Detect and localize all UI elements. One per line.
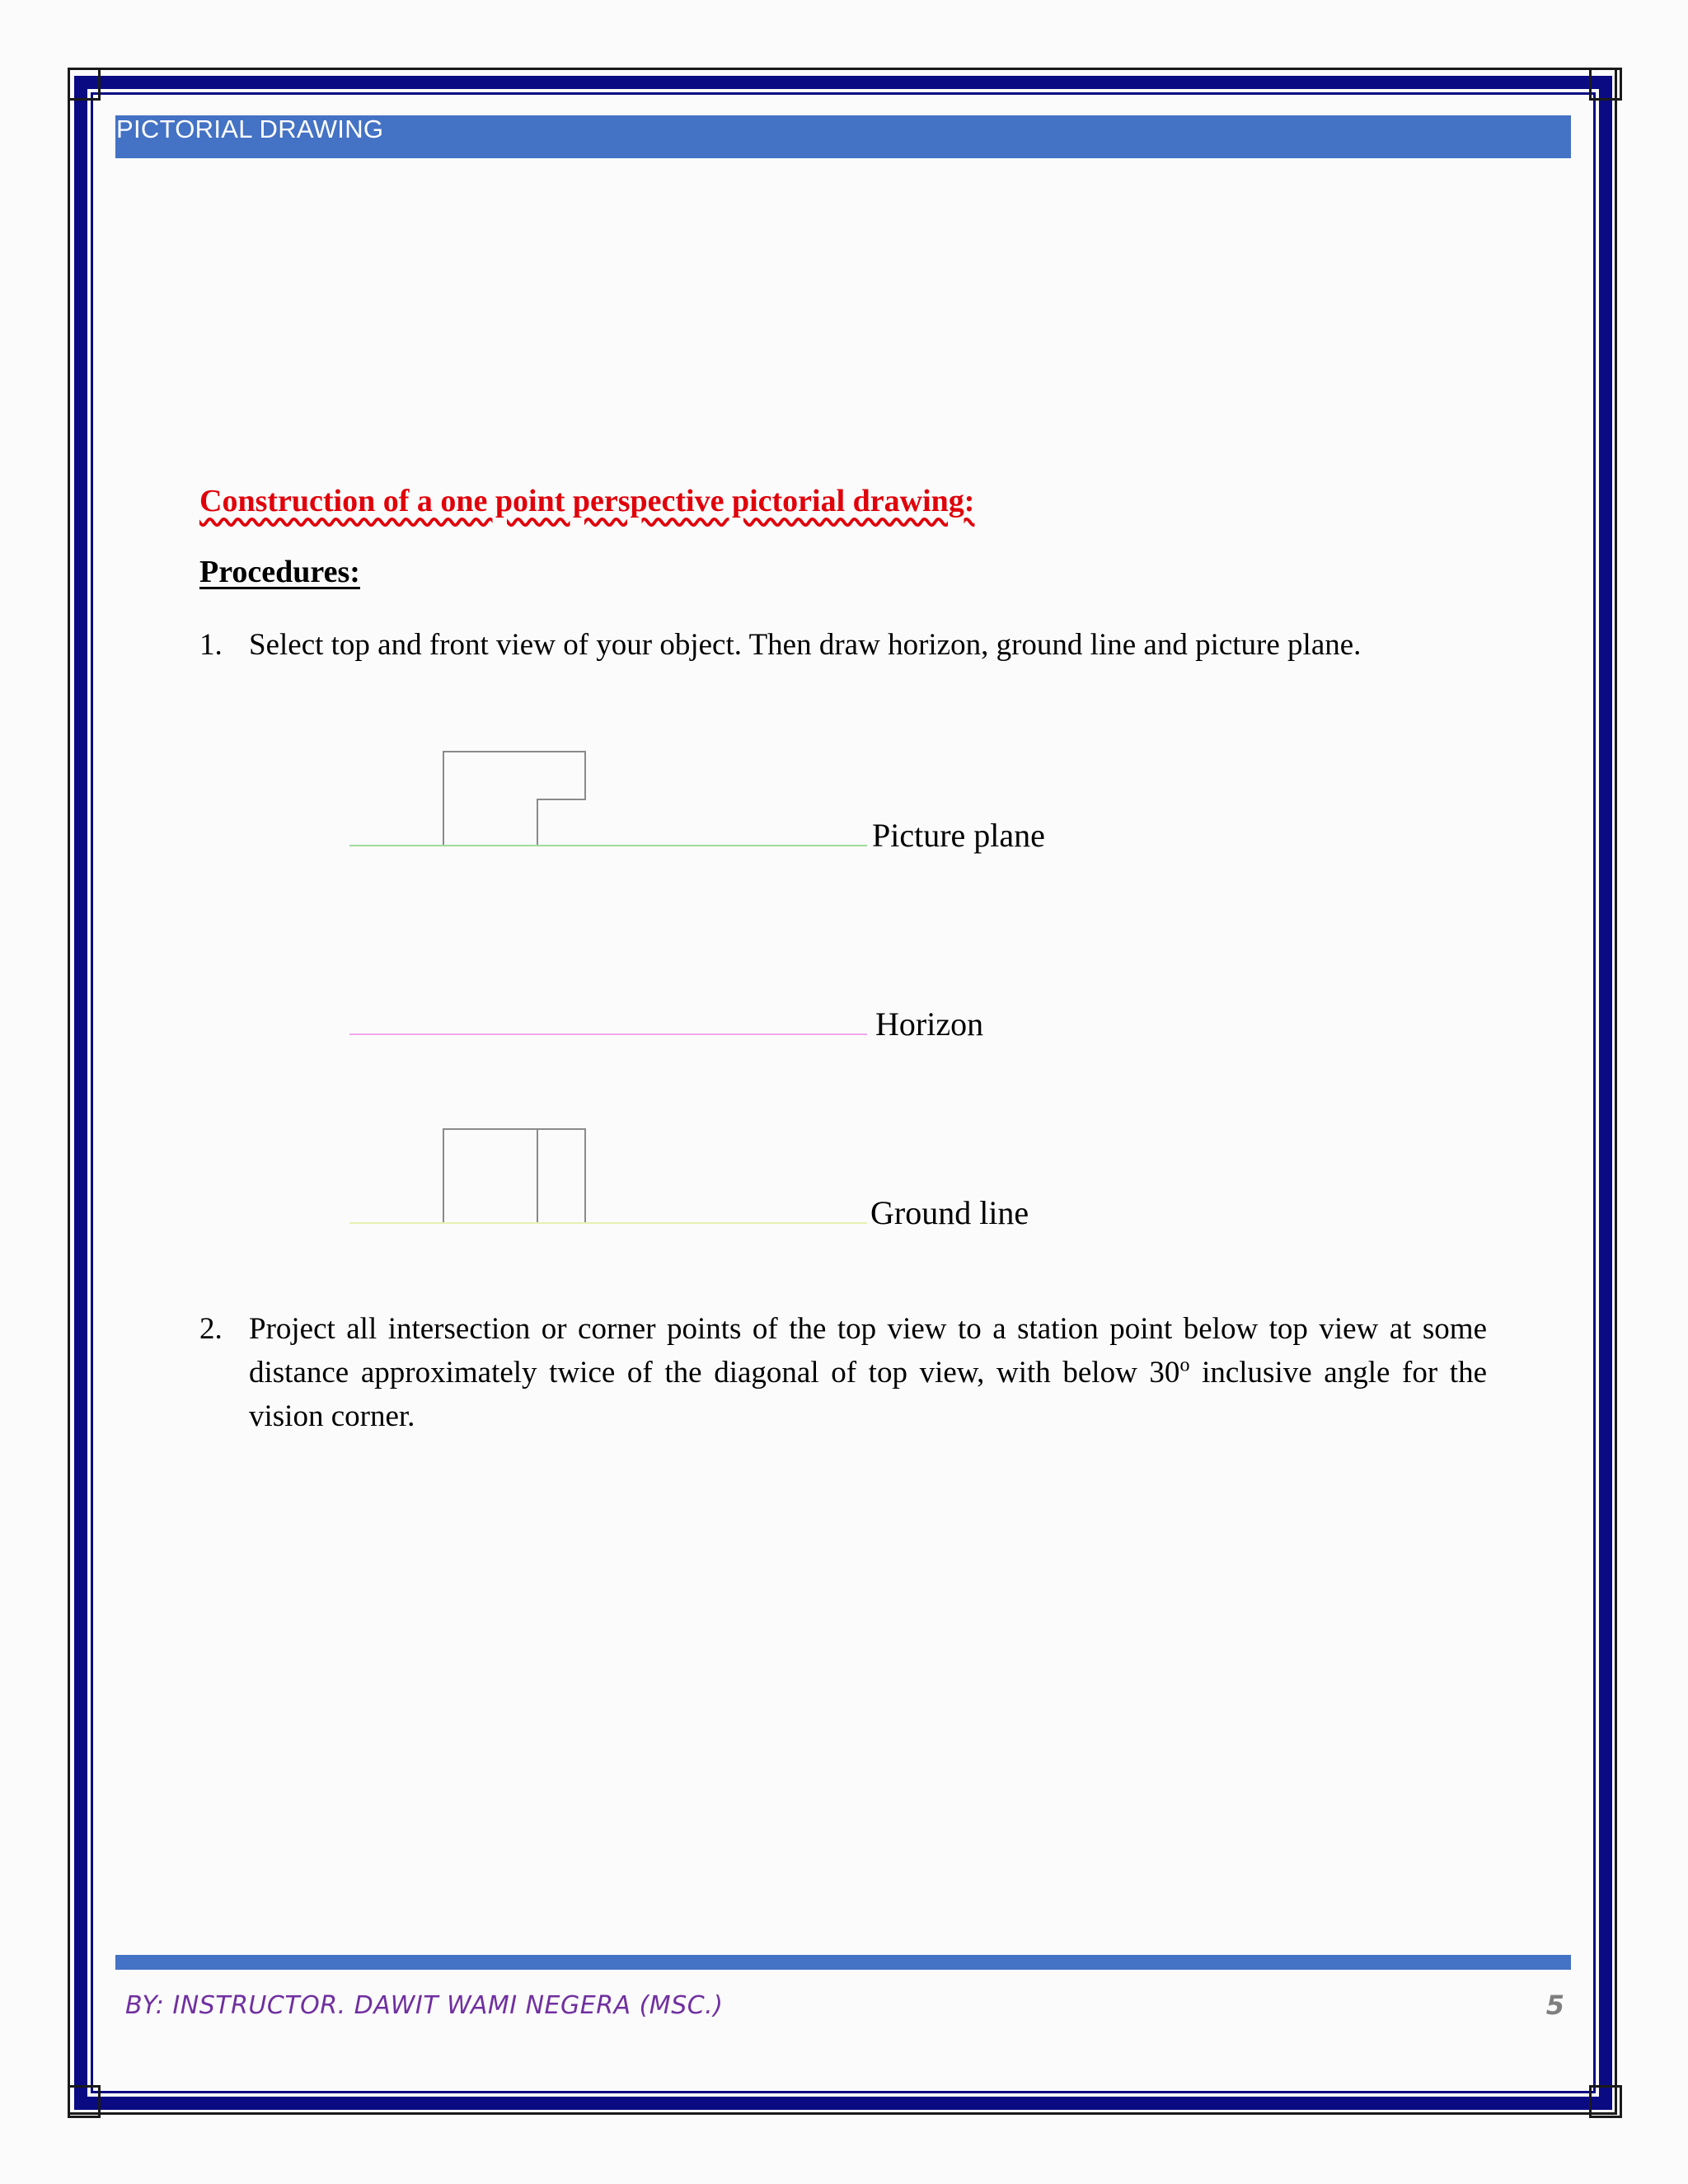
section-heading: Construction of a one point perspective pictorial drawing: (199, 484, 975, 518)
step-number: 2. (199, 1312, 223, 1346)
procedures-heading: Procedures: (199, 555, 360, 589)
header-title: PICTORIAL DRAWING (116, 115, 384, 143)
degree-superscript: o (1179, 1354, 1190, 1376)
footer-author: BY: INSTRUCTOR. DAWIT WAMI NEGERA (MSC.) (125, 1991, 724, 2020)
step-number: 1. (199, 628, 223, 662)
horizon-label: Horizon (875, 1005, 984, 1043)
ground-line-label: Ground line (870, 1194, 1029, 1231)
step-text: Select top and front view of your object. Then draw horizon, ground line and picture plane. (249, 628, 1362, 662)
front-view-shape (443, 1129, 585, 1223)
page-number: 5 (1545, 1990, 1564, 2021)
procedure-step (199, 1307, 1485, 1447)
picture-plane-label: Picture plane (872, 817, 1045, 854)
top-view-shape (443, 752, 585, 846)
footer-bar (115, 1955, 1571, 1970)
step-text: Project all intersection or corner points of the top view to a station point below top view at some distance approximately twice of the diagonal of top view, with below 30$^o$ inclusive angle for the vision corner. (249, 1312, 1487, 1433)
